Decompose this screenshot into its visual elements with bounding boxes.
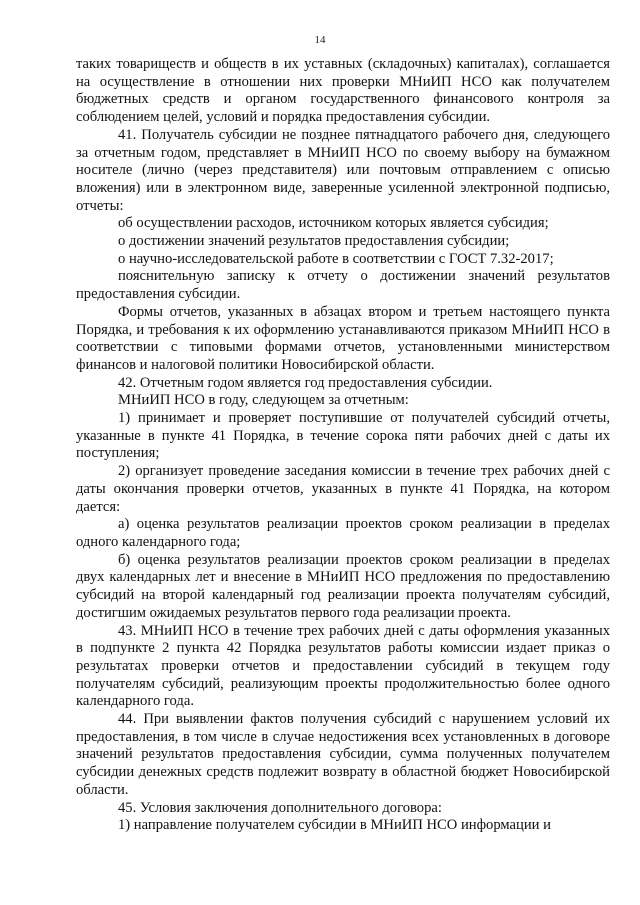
page-number: 14: [314, 34, 326, 46]
paragraph-42-item-2: 2) организует проведение заседания комиссии в течение трех рабочих дней с даты окончания проверки отчетов, указанных в пункте 41 Порядка, на котором дается:: [76, 463, 610, 515]
report-item-results: о достижении значений результатов предоставления субсидии;: [118, 233, 510, 250]
report-item-expenses: об осуществлении расходов, источником которых является субсидия;: [118, 215, 549, 232]
paragraph-continuation: таких товариществ и обществ в их уставных (складочных) капиталах), соглашается на осуществление в отношении них проверки МНиИП НСО как получателем бюджетных средств и органом государственного финансового контроля за соблюдением целей, условий и порядка предоставления субсидии.: [76, 56, 610, 126]
paragraph-42-item-1: 1) принимает и проверяет поступившие от получателей субсидий отчеты, указанные в пункте 41 Порядка, в течение сорока пяти рабочих дней с даты их поступления;: [76, 410, 610, 462]
report-item-research: о научно-исследовательской работе в соответствии с ГОСТ 7.32-2017;: [118, 250, 554, 267]
paragraph-43: 43. МНиИП НСО в течение трех рабочих дней с даты оформления указанных в подпункте 2 пункта 42 Порядка результатов работы комиссии издает приказ о результатах проверки отчетов и предоставлении субсидий в текущем году получателям субсидий, реализующим проекты продолжительностью более одного календарного года.: [76, 622, 610, 710]
paragraph-41: 41. Получатель субсидии не позднее пятнадцатого рабочего дня, следующего за отчетным годом, представляет в МНиИП НСО по своему выбору на бумажном носителе (лично (через представителя) или почтовым отправлением с описью вложения) или в электронном виде, заверенные усиленной электронной подписью, отчеты:: [76, 126, 610, 214]
paragraph-42-item-2b: б) оценка результатов реализации проектов сроком реализации в пределах двух календарных лет и внесение в МНиИП НСО предложения по предоставлению субсидий на второй календарный год реализации проекта получателям субсидий, достигшим ожидаемых результатов первого года реализации проекта.: [76, 551, 610, 621]
paragraph-45-item-1: 1) направление получателем субсидии в МНиИП НСО информации и: [118, 817, 551, 834]
paragraph-42: 42. Отчетным годом является год предоставления субсидии.: [118, 374, 493, 391]
paragraph-42-item-2a: а) оценка результатов реализации проектов сроком реализации в пределах одного календарного года;: [76, 516, 610, 550]
report-item-explanatory-note: пояснительную записку к отчету о достижении значений результатов предоставления субсидии.: [76, 268, 610, 303]
paragraph-45: 45. Условия заключения дополнительного договора:: [118, 799, 442, 816]
paragraph-report-forms: Формы отчетов, указанных в абзацах втором и третьем настоящего пункта Порядка, и требования к их оформлению устанавливаются приказом МНиИП НСО в соответствии с типовыми формами отчетов, установленными министерством финансов и налоговой политики Новосибирской области.: [76, 303, 610, 373]
paragraph-42-intro: МНиИП НСО в году, следующем за отчетным:: [118, 392, 409, 409]
paragraph-44: 44. При выявлении фактов получения субсидий с нарушением условий их предоставления, в том числе в случае недостижения всех установленных в договоре значений результатов предоставления субсидии, сумма полученных получателем субсидии денежных средств подлежит возврату в областной бюджет Новосибирской области.: [76, 711, 610, 798]
document-body: [76, 56, 610, 835]
